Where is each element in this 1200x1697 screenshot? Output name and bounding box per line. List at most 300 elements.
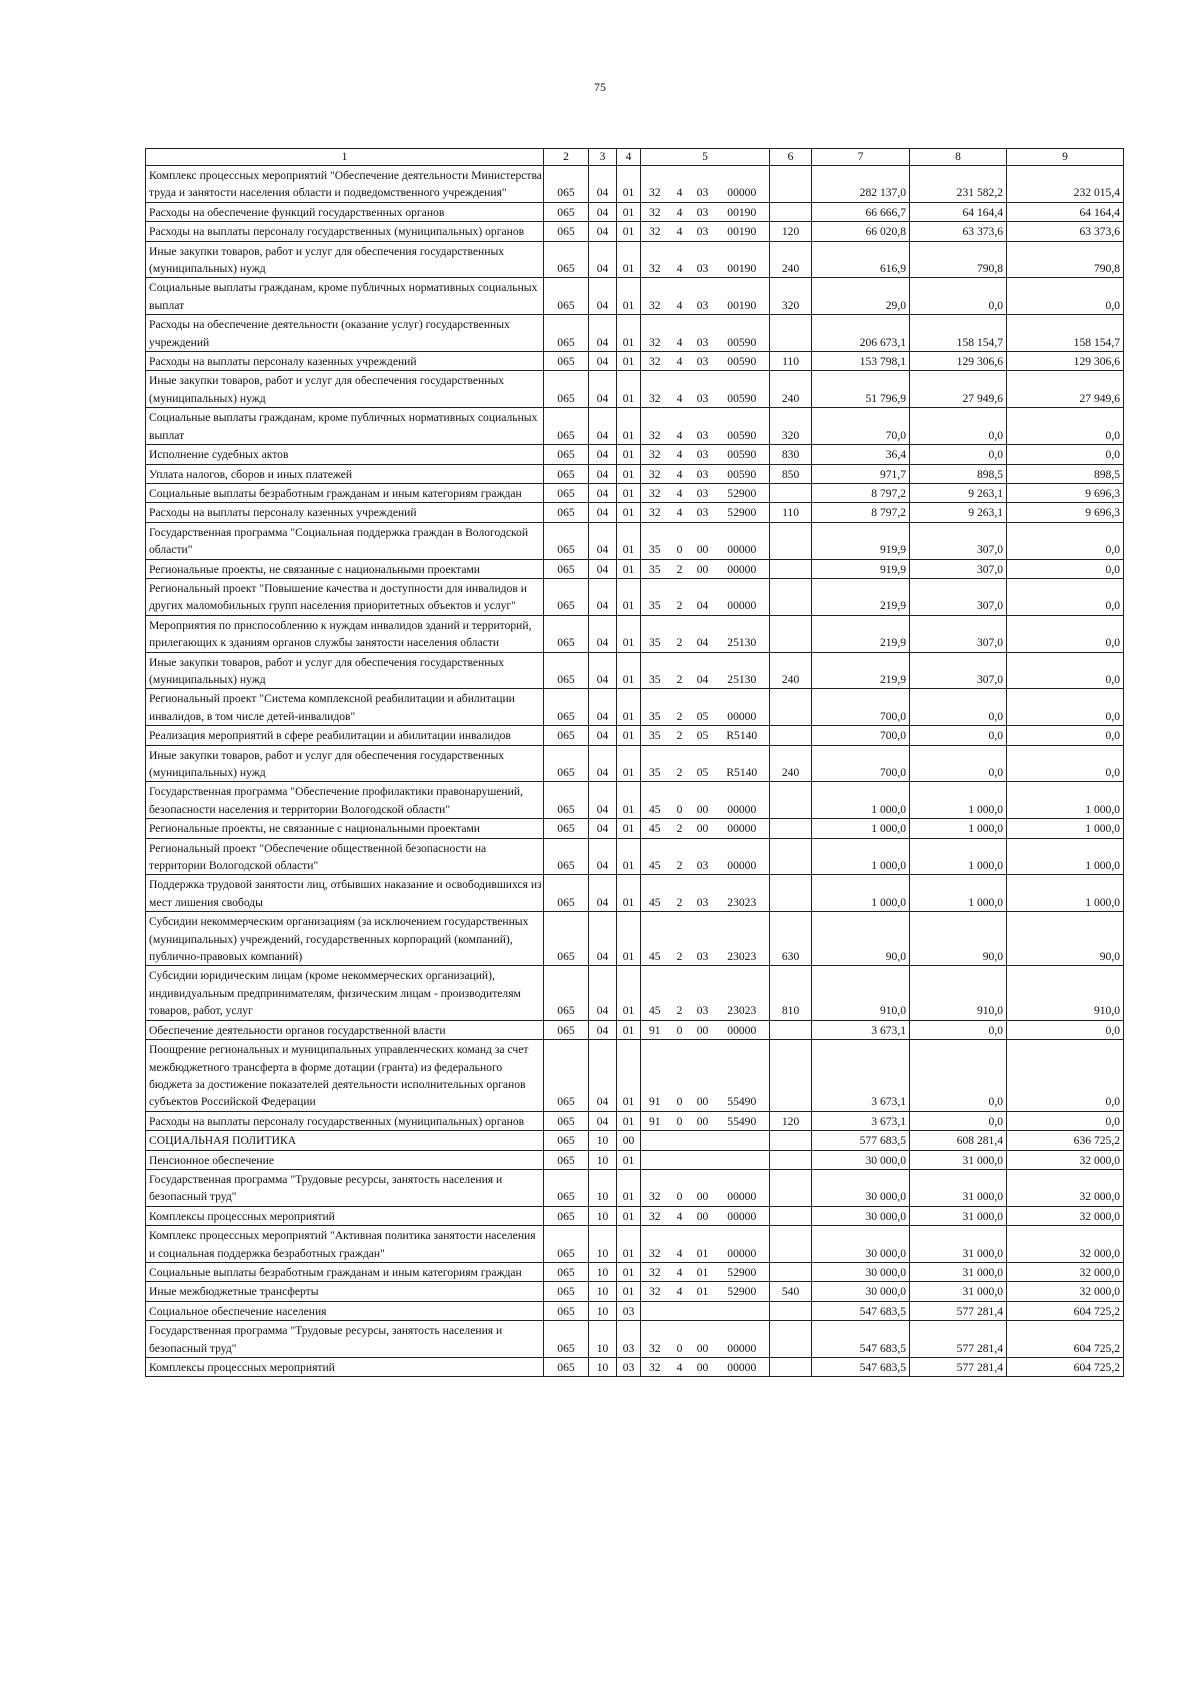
row-amount-col7: 282 137,0 <box>812 166 910 203</box>
row-admin-code: 065 <box>544 1169 589 1206</box>
row-expense-type <box>770 166 812 203</box>
row-amount-col8: 0,0 <box>910 1020 1007 1039</box>
row-expense-type: 110 <box>770 352 812 371</box>
table-row <box>146 202 1124 221</box>
row-target-structure: 05 <box>691 726 715 745</box>
row-amount-col9: 1 000,0 <box>1007 875 1124 912</box>
row-subsection: 01 <box>617 1262 641 1281</box>
row-name: Расходы на обеспечение функций государственных органов <box>146 202 544 221</box>
row-section: 04 <box>589 578 617 615</box>
table-row <box>146 1150 1124 1169</box>
table-row <box>146 1111 1124 1130</box>
row-target-structure: 03 <box>691 912 715 966</box>
row-target-program: 32 <box>641 278 669 315</box>
row-expense-type <box>770 838 812 875</box>
row-subsection: 01 <box>617 166 641 203</box>
row-target-direction: 00000 <box>715 1020 770 1039</box>
row-section: 04 <box>589 445 617 464</box>
row-amount-col9: 898,5 <box>1007 464 1124 483</box>
row-admin-code: 065 <box>544 1301 589 1320</box>
row-name: Мероприятия по приспособлению к нуждам инвалидов зданий и территорий, прилегающих к зданиям органов службы занятости населения области <box>146 615 544 652</box>
table-row <box>146 483 1124 502</box>
row-amount-col9: 910,0 <box>1007 966 1124 1020</box>
row-section: 04 <box>589 166 617 203</box>
row-subsection: 01 <box>617 689 641 726</box>
row-amount-col9: 0,0 <box>1007 615 1124 652</box>
row-target-structure: 05 <box>691 689 715 726</box>
row-name: Социальное обеспечение населения <box>146 1301 544 1320</box>
row-amount-col9: 0,0 <box>1007 278 1124 315</box>
row-amount-col8: 608 281,4 <box>910 1131 1007 1150</box>
table-row <box>146 1301 1124 1320</box>
row-target-program: 32 <box>641 222 669 241</box>
row-target-program: 91 <box>641 1111 669 1130</box>
row-target-direction: 55490 <box>715 1040 770 1112</box>
row-target-type: 2 <box>669 912 691 966</box>
row-expense-type <box>770 1358 812 1377</box>
row-subsection: 01 <box>617 222 641 241</box>
row-amount-col9: 1 000,0 <box>1007 782 1124 819</box>
row-amount-col8: 231 582,2 <box>910 166 1007 203</box>
row-amount-col7: 219,9 <box>812 652 910 689</box>
row-target-type: 2 <box>669 652 691 689</box>
row-amount-col8: 0,0 <box>910 1111 1007 1130</box>
row-target-type: 0 <box>669 1111 691 1130</box>
row-admin-code: 065 <box>544 503 589 522</box>
row-subsection: 01 <box>617 912 641 966</box>
row-target-program: 32 <box>641 503 669 522</box>
row-amount-col8: 31 000,0 <box>910 1282 1007 1301</box>
row-name: Региональный проект "Система комплексной реабилитации и абилитации инвалидов, в том числе детей-инвалидов" <box>146 689 544 726</box>
row-name: Расходы на выплаты персоналу государственных (муниципальных) органов <box>146 1111 544 1130</box>
row-target-direction: 52900 <box>715 483 770 502</box>
row-target-structure: 03 <box>691 222 715 241</box>
row-name: Социальные выплаты безработным гражданам и иным категориям граждан <box>146 483 544 502</box>
row-expense-type: 110 <box>770 503 812 522</box>
row-target-direction: 25130 <box>715 652 770 689</box>
row-target-type: 4 <box>669 408 691 445</box>
row-target-type: 4 <box>669 1262 691 1281</box>
row-amount-col9: 0,0 <box>1007 522 1124 559</box>
row-target-structure: 00 <box>691 1321 715 1358</box>
table-row <box>146 1262 1124 1281</box>
row-target-structure: 01 <box>691 1226 715 1263</box>
row-amount-col7: 90,0 <box>812 912 910 966</box>
row-expense-type <box>770 202 812 221</box>
row-amount-col9: 32 000,0 <box>1007 1282 1124 1301</box>
row-amount-col7: 30 000,0 <box>812 1262 910 1281</box>
row-amount-col7: 51 796,9 <box>812 371 910 408</box>
header-col-2: 2 <box>544 149 589 166</box>
row-target-structure: 04 <box>691 578 715 615</box>
row-subsection: 01 <box>617 559 641 578</box>
row-admin-code: 065 <box>544 166 589 203</box>
row-admin-code: 065 <box>544 689 589 726</box>
row-expense-type: 120 <box>770 1111 812 1130</box>
table-row <box>146 615 1124 652</box>
row-admin-code: 065 <box>544 1282 589 1301</box>
row-section: 04 <box>589 1111 617 1130</box>
row-amount-col8: 0,0 <box>910 745 1007 782</box>
row-target-type: 4 <box>669 1358 691 1377</box>
row-expense-type <box>770 875 812 912</box>
row-target-direction: 00000 <box>715 578 770 615</box>
row-target-program: 32 <box>641 371 669 408</box>
row-subsection: 01 <box>617 838 641 875</box>
row-section: 04 <box>589 241 617 278</box>
row-amount-col8: 129 306,6 <box>910 352 1007 371</box>
row-name: Пенсионное обеспечение <box>146 1150 544 1169</box>
row-target-type: 4 <box>669 1206 691 1225</box>
row-target-program: 45 <box>641 966 669 1020</box>
row-target-program: 32 <box>641 445 669 464</box>
row-target-type: 4 <box>669 352 691 371</box>
row-subsection: 01 <box>617 782 641 819</box>
row-name: Обеспечение деятельности органов государственной власти <box>146 1020 544 1039</box>
row-amount-col8: 307,0 <box>910 559 1007 578</box>
row-amount-col7: 919,9 <box>812 559 910 578</box>
table-row <box>146 408 1124 445</box>
row-target-program: 32 <box>641 483 669 502</box>
row-name: Социальные выплаты гражданам, кроме публичных нормативных социальных выплат <box>146 278 544 315</box>
row-target-direction: 00000 <box>715 1358 770 1377</box>
row-target-program: 32 <box>641 1282 669 1301</box>
row-target-structure: 03 <box>691 445 715 464</box>
row-amount-col9: 0,0 <box>1007 578 1124 615</box>
row-name: СОЦИАЛЬНАЯ ПОЛИТИКА <box>146 1131 544 1150</box>
table-row <box>146 1020 1124 1039</box>
row-amount-col9: 0,0 <box>1007 1040 1124 1112</box>
row-amount-col9: 9 696,3 <box>1007 503 1124 522</box>
row-expense-type: 320 <box>770 408 812 445</box>
row-admin-code: 065 <box>544 315 589 352</box>
row-target-program: 32 <box>641 464 669 483</box>
row-target-structure: 03 <box>691 503 715 522</box>
row-name: Расходы на выплаты персоналу казенных учреждений <box>146 352 544 371</box>
table-row <box>146 371 1124 408</box>
row-subsection: 01 <box>617 1206 641 1225</box>
row-section: 10 <box>589 1131 617 1150</box>
row-expense-type: 120 <box>770 222 812 241</box>
row-target-program: 45 <box>641 838 669 875</box>
row-amount-col8: 1 000,0 <box>910 838 1007 875</box>
row-expense-type <box>770 819 812 838</box>
row-target-type: 0 <box>669 782 691 819</box>
row-name: Поощрение региональных и муниципальных управленческих команд за счет межбюджетного трансферта в форме дотации (гранта) из федерального бюджета за достижение показателей деятельности исполнительных органов субъектов Российской Федерации <box>146 1040 544 1112</box>
row-amount-col8: 307,0 <box>910 652 1007 689</box>
row-section: 04 <box>589 352 617 371</box>
row-subsection: 01 <box>617 875 641 912</box>
row-subsection: 03 <box>617 1301 641 1320</box>
row-amount-col7: 700,0 <box>812 726 910 745</box>
row-name: Поддержка трудовой занятости лиц, отбывших наказание и освободившихся из мест лишения свободы <box>146 875 544 912</box>
row-section: 04 <box>589 966 617 1020</box>
row-expense-type <box>770 1262 812 1281</box>
row-target-direction: 23023 <box>715 966 770 1020</box>
row-section: 04 <box>589 875 617 912</box>
row-admin-code: 065 <box>544 782 589 819</box>
row-amount-col9: 0,0 <box>1007 1111 1124 1130</box>
row-expense-type: 240 <box>770 652 812 689</box>
row-amount-col8: 0,0 <box>910 445 1007 464</box>
row-expense-type <box>770 782 812 819</box>
row-target-direction: 00190 <box>715 241 770 278</box>
row-section: 04 <box>589 652 617 689</box>
row-section: 04 <box>589 745 617 782</box>
row-amount-col9: 158 154,7 <box>1007 315 1124 352</box>
row-target-structure: 03 <box>691 483 715 502</box>
row-expense-type <box>770 1020 812 1039</box>
row-amount-col9: 129 306,6 <box>1007 352 1124 371</box>
row-name: Комплексы процессных мероприятий <box>146 1358 544 1377</box>
row-name: Региональный проект "Повышение качества и доступности для инвалидов и других маломобильных групп населения приоритетных объектов и услуг" <box>146 578 544 615</box>
row-amount-col8: 31 000,0 <box>910 1150 1007 1169</box>
row-amount-col9: 32 000,0 <box>1007 1262 1124 1281</box>
table-row <box>146 1321 1124 1358</box>
row-name: Государственная программа "Трудовые ресурсы, занятость населения и безопасный труд" <box>146 1321 544 1358</box>
row-admin-code: 065 <box>544 615 589 652</box>
row-expense-type: 240 <box>770 745 812 782</box>
row-amount-col7: 8 797,2 <box>812 503 910 522</box>
row-expense-type: 850 <box>770 464 812 483</box>
table-row <box>146 222 1124 241</box>
row-amount-col9: 32 000,0 <box>1007 1169 1124 1206</box>
row-admin-code: 065 <box>544 875 589 912</box>
row-target-type: 0 <box>669 1020 691 1039</box>
row-amount-col8: 307,0 <box>910 615 1007 652</box>
row-target-direction: 00000 <box>715 1226 770 1263</box>
row-target-program: 91 <box>641 1020 669 1039</box>
row-subsection: 01 <box>617 578 641 615</box>
row-subsection: 01 <box>617 241 641 278</box>
row-amount-col8: 64 164,4 <box>910 202 1007 221</box>
row-amount-col8: 0,0 <box>910 278 1007 315</box>
row-target-structure: 00 <box>691 1358 715 1377</box>
row-target-direction: 00000 <box>715 559 770 578</box>
row-section: 04 <box>589 522 617 559</box>
row-amount-col7: 66 666,7 <box>812 202 910 221</box>
row-target-type: 0 <box>669 1040 691 1112</box>
row-section: 04 <box>589 615 617 652</box>
row-target-structure: 00 <box>691 1020 715 1039</box>
row-amount-col7: 30 000,0 <box>812 1282 910 1301</box>
row-amount-col8: 31 000,0 <box>910 1206 1007 1225</box>
row-target-direction: 52900 <box>715 1282 770 1301</box>
row-subsection: 01 <box>617 445 641 464</box>
row-name: Расходы на выплаты персоналу казенных учреждений <box>146 503 544 522</box>
table-row <box>146 1169 1124 1206</box>
row-amount-col9: 0,0 <box>1007 559 1124 578</box>
row-admin-code: 065 <box>544 241 589 278</box>
row-name: Региональный проект "Обеспечение общественной безопасности на территории Вологодской области" <box>146 838 544 875</box>
row-admin-code: 065 <box>544 371 589 408</box>
row-amount-col8: 31 000,0 <box>910 1226 1007 1263</box>
row-target-structure: 03 <box>691 464 715 483</box>
table-row <box>146 278 1124 315</box>
row-name: Иные закупки товаров, работ и услуг для обеспечения государственных (муниципальных) нужд <box>146 241 544 278</box>
row-target-program: 32 <box>641 202 669 221</box>
row-admin-code: 065 <box>544 1206 589 1225</box>
row-target-program: 35 <box>641 522 669 559</box>
row-section: 04 <box>589 559 617 578</box>
table-row <box>146 726 1124 745</box>
row-name: Уплата налогов, сборов и иных платежей <box>146 464 544 483</box>
row-target-structure: 03 <box>691 875 715 912</box>
row-amount-col8: 1 000,0 <box>910 819 1007 838</box>
row-target-type: 2 <box>669 726 691 745</box>
row-amount-col7: 1 000,0 <box>812 819 910 838</box>
row-amount-col7: 616,9 <box>812 241 910 278</box>
row-section: 10 <box>589 1262 617 1281</box>
row-target-program: 45 <box>641 875 669 912</box>
row-amount-col7: 1 000,0 <box>812 875 910 912</box>
row-section: 04 <box>589 1020 617 1039</box>
header-col-3: 3 <box>589 149 617 166</box>
row-target-type: 2 <box>669 745 691 782</box>
row-target-structure: 00 <box>691 559 715 578</box>
header-col-8: 8 <box>910 149 1007 166</box>
row-admin-code: 065 <box>544 1131 589 1150</box>
row-name: Расходы на обеспечение деятельности (оказание услуг) государственных учреждений <box>146 315 544 352</box>
row-amount-col9: 64 164,4 <box>1007 202 1124 221</box>
row-name: Комплекс процессных мероприятий "Обеспечение деятельности Министерства труда и занятости населения области и подведомственного учреждения" <box>146 166 544 203</box>
row-target-direction: 00190 <box>715 222 770 241</box>
table-row <box>146 1206 1124 1225</box>
row-admin-code: 065 <box>544 966 589 1020</box>
row-amount-col7: 910,0 <box>812 966 910 1020</box>
row-name: Расходы на выплаты персоналу государственных (муниципальных) органов <box>146 222 544 241</box>
table-body <box>146 166 1124 1377</box>
row-target-program: 35 <box>641 726 669 745</box>
row-target-structure: 00 <box>691 1111 715 1130</box>
row-target-direction: 00000 <box>715 689 770 726</box>
row-target-program: 45 <box>641 819 669 838</box>
row-admin-code: 065 <box>544 726 589 745</box>
row-target-type: 4 <box>669 278 691 315</box>
row-target-program: 32 <box>641 1206 669 1225</box>
row-target-structure: 03 <box>691 241 715 278</box>
row-amount-col7: 29,0 <box>812 278 910 315</box>
row-target-type: 4 <box>669 371 691 408</box>
row-target-structure: 03 <box>691 278 715 315</box>
row-section: 04 <box>589 464 617 483</box>
row-admin-code: 065 <box>544 1226 589 1263</box>
row-target-type: 4 <box>669 166 691 203</box>
row-target-type: 4 <box>669 202 691 221</box>
row-amount-col9: 636 725,2 <box>1007 1131 1124 1150</box>
row-target-type: 4 <box>669 1226 691 1263</box>
row-amount-col9: 0,0 <box>1007 726 1124 745</box>
row-name: Социальные выплаты гражданам, кроме публичных нормативных социальных выплат <box>146 408 544 445</box>
row-expense-type: 830 <box>770 445 812 464</box>
row-target-type: 4 <box>669 315 691 352</box>
row-target-direction: 00190 <box>715 278 770 315</box>
row-target-type: 4 <box>669 241 691 278</box>
row-target-program: 32 <box>641 1321 669 1358</box>
row-amount-col8: 577 281,4 <box>910 1301 1007 1320</box>
row-target-type: 4 <box>669 464 691 483</box>
row-target-structure: 03 <box>691 838 715 875</box>
row-target-type: 2 <box>669 578 691 615</box>
row-admin-code: 065 <box>544 483 589 502</box>
row-target-program: 35 <box>641 689 669 726</box>
row-amount-col9: 1 000,0 <box>1007 838 1124 875</box>
row-amount-col7: 700,0 <box>812 689 910 726</box>
row-admin-code: 065 <box>544 278 589 315</box>
row-target-direction: 23023 <box>715 875 770 912</box>
row-target-structure: 04 <box>691 615 715 652</box>
table-row <box>146 315 1124 352</box>
row-expense-type <box>770 578 812 615</box>
row-admin-code: 065 <box>544 1040 589 1112</box>
row-expense-type <box>770 483 812 502</box>
row-amount-col8: 9 263,1 <box>910 483 1007 502</box>
row-target-type: 2 <box>669 966 691 1020</box>
row-admin-code: 065 <box>544 202 589 221</box>
table-row <box>146 652 1124 689</box>
row-target-direction: 00000 <box>715 838 770 875</box>
row-amount-col7: 8 797,2 <box>812 483 910 502</box>
row-target-structure: 03 <box>691 166 715 203</box>
row-target-structure: 01 <box>691 1262 715 1281</box>
header-col-1: 1 <box>146 149 544 166</box>
row-expense-type <box>770 615 812 652</box>
row-target-direction: 00000 <box>715 1169 770 1206</box>
row-target-type: 4 <box>669 445 691 464</box>
row-amount-col7: 36,4 <box>812 445 910 464</box>
table-row <box>146 838 1124 875</box>
row-amount-col9: 1 000,0 <box>1007 819 1124 838</box>
row-expense-type <box>770 689 812 726</box>
budget-table <box>145 148 1124 1377</box>
row-section: 04 <box>589 222 617 241</box>
row-amount-col7: 547 683,5 <box>812 1321 910 1358</box>
row-name: Исполнение судебных актов <box>146 445 544 464</box>
row-subsection: 01 <box>617 615 641 652</box>
table-row <box>146 578 1124 615</box>
row-subsection: 01 <box>617 819 641 838</box>
row-section: 04 <box>589 202 617 221</box>
row-section: 10 <box>589 1206 617 1225</box>
row-target-program: 35 <box>641 745 669 782</box>
row-amount-col8: 0,0 <box>910 1040 1007 1112</box>
row-target-structure: 05 <box>691 745 715 782</box>
header-row <box>146 149 1124 166</box>
table-row <box>146 522 1124 559</box>
row-admin-code: 065 <box>544 652 589 689</box>
row-amount-col9: 604 725,2 <box>1007 1321 1124 1358</box>
row-target-structure: 03 <box>691 315 715 352</box>
row-target-type: 0 <box>669 522 691 559</box>
row-name: Комплекс процессных мероприятий "Активная политика занятости населения и социальная поддержка безработных граждан" <box>146 1226 544 1263</box>
row-target-program: 32 <box>641 1358 669 1377</box>
row-section: 04 <box>589 782 617 819</box>
row-target-type: 2 <box>669 559 691 578</box>
row-target-structure: 03 <box>691 371 715 408</box>
row-subsection: 01 <box>617 464 641 483</box>
row-subsection: 01 <box>617 278 641 315</box>
table-row <box>146 875 1124 912</box>
row-target-direction: 52900 <box>715 503 770 522</box>
row-subsection: 01 <box>617 1150 641 1169</box>
row-target-structure: 00 <box>691 522 715 559</box>
row-amount-col7: 30 000,0 <box>812 1150 910 1169</box>
row-expense-type <box>770 559 812 578</box>
row-name: Иные закупки товаров, работ и услуг для обеспечения государственных (муниципальных) нужд <box>146 652 544 689</box>
row-target-program: 32 <box>641 408 669 445</box>
row-section: 04 <box>589 503 617 522</box>
row-target-direction: 00590 <box>715 371 770 408</box>
